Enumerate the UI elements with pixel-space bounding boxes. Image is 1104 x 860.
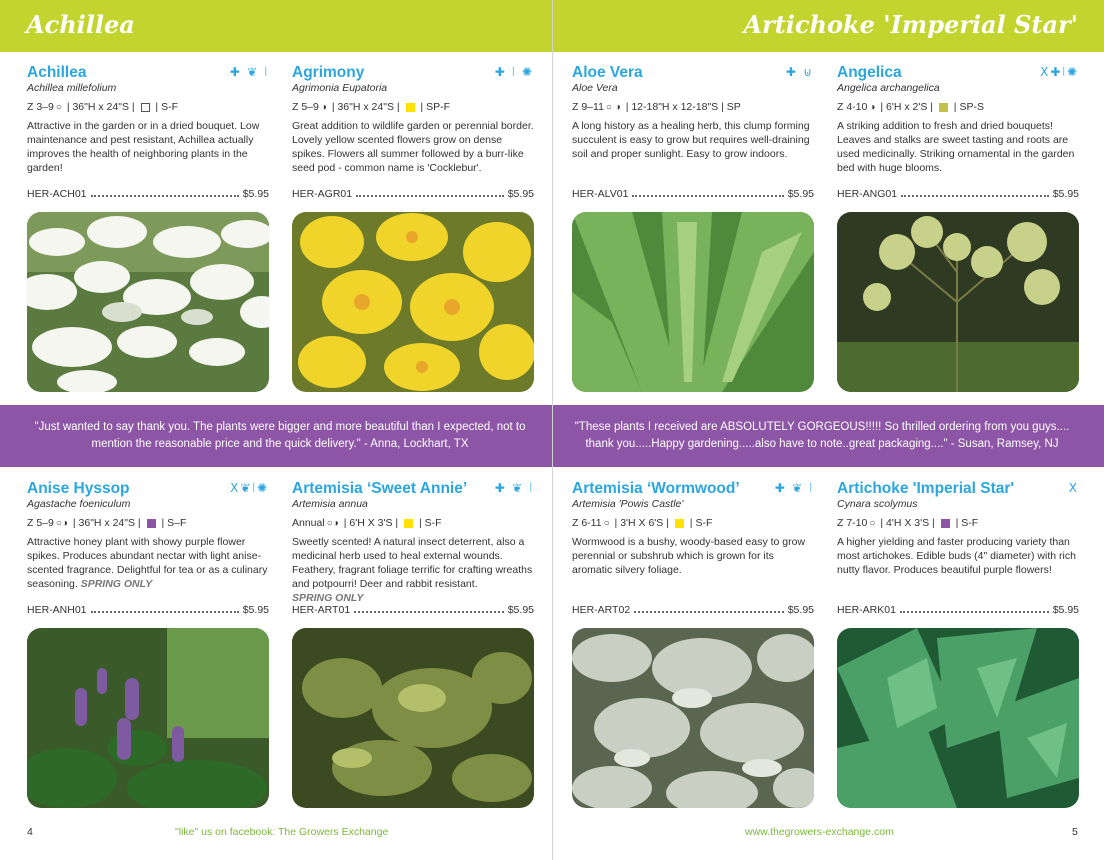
product-card-artemisia-wormwood bbox=[572, 480, 814, 616]
product-photo bbox=[572, 628, 814, 808]
website-link[interactable]: www.thegrowers-exchange.com bbox=[745, 826, 894, 838]
size: 4'H X 3'S bbox=[885, 517, 930, 529]
sku-price-row bbox=[572, 604, 814, 616]
sun-icon: ○ ◑ bbox=[605, 102, 621, 113]
flower-color-swatch bbox=[939, 103, 948, 112]
sku-price-row bbox=[27, 604, 269, 616]
product-description: A long history as a healing herb, this clump forming succulent is easy to grow but requires well-draining soil and proper sunlight. Easy to grow indoors. bbox=[572, 120, 810, 160]
sku: HER-ANH01 bbox=[27, 604, 87, 616]
product-specs: Annual ○◑ | 6'H X 3'S | | S-F bbox=[292, 517, 442, 529]
zone: Z 9–11 bbox=[572, 101, 604, 113]
price: $5.95 bbox=[507, 604, 534, 616]
price: $5.95 bbox=[787, 604, 814, 616]
product-card-angelica bbox=[837, 64, 1079, 200]
usage-icons: ✚ ❦ ⦚ bbox=[774, 481, 814, 495]
sun-icon: ○◑ bbox=[55, 518, 68, 529]
sku: HER-ANG01 bbox=[837, 188, 898, 200]
sku-price-row bbox=[27, 188, 269, 200]
season: S–F bbox=[167, 517, 187, 529]
price: $5.95 bbox=[507, 188, 534, 200]
product-name: Angelica bbox=[837, 64, 902, 81]
product-card-artemisia-sweet-annie bbox=[292, 480, 534, 616]
product-photo bbox=[292, 628, 534, 808]
product-name: Artichoke 'Imperial Star' bbox=[837, 480, 1015, 497]
size: 12-18"H x 12-18"S bbox=[631, 101, 719, 113]
season: SP bbox=[726, 101, 741, 113]
product-name: Aloe Vera bbox=[572, 64, 643, 81]
zone: Z 5–9 bbox=[27, 517, 54, 529]
zone: Z 3–9 bbox=[27, 101, 54, 113]
season: SP-S bbox=[959, 101, 984, 113]
product-specs: Z 9–11 ○ ◑ | 12-18"H x 12-18"S | SP bbox=[572, 101, 741, 113]
right-page-title: Artichoke 'Imperial Star' bbox=[743, 10, 1078, 39]
availability-note: SPRING ONLY bbox=[80, 578, 153, 590]
sku: HER-AGR01 bbox=[292, 188, 353, 200]
size: 36"H x 24"S bbox=[78, 517, 135, 529]
season: SP-F bbox=[426, 101, 450, 113]
usage-icons: Ⅹ❦⦚✺ bbox=[230, 481, 269, 495]
usage-icons: Ⅹ bbox=[1068, 481, 1079, 495]
zone: Z 4-10 bbox=[837, 101, 868, 113]
product-description: Sweetly scented! A natural insect deterrent, also a medicinal herb used to heal external wounds. Feathery, fragrant foliage terrific for crafting wreaths and potpourri! Deer and rabbit resistant. SPRING ONLY bbox=[292, 536, 533, 604]
latin-name: Artemisia annua bbox=[292, 498, 368, 510]
usage-icons: ✚ ❦ ⦚ bbox=[494, 481, 534, 495]
product-specs: Z 7-10 ○ | 4'H X 3'S | | S-F bbox=[837, 517, 979, 529]
product-specs: Z 3–9 ○ | 36"H x 24"S | | S-F bbox=[27, 101, 178, 113]
product-description: A striking addition to fresh and dried bouquets! Leaves and stalks are sweet tasting and roots are used medicinally. Striking ornamental in the garden bed with huge blooms. bbox=[837, 120, 1075, 174]
price: $5.95 bbox=[1052, 188, 1079, 200]
product-description: Wormwood is a bushy, woody-based easy to grow perennial or subshrub which is grown for its aromatic silvery foliage. bbox=[572, 536, 806, 576]
price: $5.95 bbox=[242, 604, 269, 616]
product-card-agrimony bbox=[292, 64, 534, 200]
size: 6'H x 2'S bbox=[885, 101, 928, 113]
flower-color-swatch bbox=[675, 519, 684, 528]
testimonial-right: "These plants I received are ABSOLUTELY GORGEOUS!!!!! So thrilled ordering from you guys.... thank you.....Happy gardening.....also have to note..great packaging...." - Susan, Ramsey, NJ bbox=[574, 421, 1070, 450]
product-card-achillea bbox=[27, 64, 269, 200]
sku: HER-ACH01 bbox=[27, 188, 87, 200]
season: S-F bbox=[961, 517, 979, 529]
size: 36"H x 24"S bbox=[337, 101, 394, 113]
flower-color-swatch bbox=[147, 519, 156, 528]
right-page-number: 5 bbox=[1072, 826, 1078, 838]
product-specs: Z 5–9 ◑ | 36"H x 24"S | | SP-F bbox=[292, 101, 450, 113]
price: $5.95 bbox=[1052, 604, 1079, 616]
product-name: Achillea bbox=[27, 64, 87, 81]
zone: Annual bbox=[292, 517, 325, 529]
product-specs: Z 5–9 ○◑ | 36"H x 24"S | | S–F bbox=[27, 517, 187, 529]
price: $5.95 bbox=[787, 188, 814, 200]
sun-icon: ○ bbox=[55, 102, 62, 113]
sun-icon: ◑ bbox=[320, 102, 327, 113]
usage-icons: ✚ ❦ ⦚ bbox=[229, 65, 269, 79]
product-description: Attractive honey plant with showy purple flower spikes. Produces abundant nectar with light anise-scented fragrance. Delightful for tea or as a culinary seasoning. SPRING ONLY bbox=[27, 536, 268, 590]
testimonial-left: "Just wanted to say thank you. The plants were bigger and more beautiful than I expected, not to mention the reasonable price and the quick delivery." - Anna, Lockhart, TX bbox=[34, 421, 526, 450]
product-photo bbox=[837, 212, 1079, 392]
zone: Z 5–9 bbox=[292, 101, 319, 113]
zone: Z 6-11 bbox=[572, 517, 602, 529]
size: 3'H X 6'S bbox=[620, 517, 664, 529]
availability-note: SPRING ONLY bbox=[292, 592, 364, 604]
season: S-F bbox=[161, 101, 178, 113]
sku-price-row bbox=[292, 188, 534, 200]
size: 6'H X 3'S bbox=[349, 517, 393, 529]
flower-color-swatch bbox=[406, 103, 415, 112]
product-photo bbox=[292, 212, 534, 392]
product-card-aloe-vera bbox=[572, 64, 814, 200]
usage-icons: ✚ ⊍ bbox=[785, 65, 814, 79]
sku: HER-ART01 bbox=[292, 604, 351, 616]
product-card-artichoke-imperial-star bbox=[837, 480, 1079, 616]
latin-name: Aloe Vera bbox=[572, 82, 618, 94]
product-name: Agrimony bbox=[292, 64, 365, 81]
latin-name: Agrimonia Eupatoria bbox=[292, 82, 388, 94]
sku: HER-ALV01 bbox=[572, 188, 629, 200]
sun-icon: ○ bbox=[869, 518, 876, 529]
sku-price-row bbox=[837, 604, 1079, 616]
sun-icon: ○ bbox=[603, 518, 610, 529]
left-page-title: Achillea bbox=[26, 10, 135, 39]
product-specs: Z 4-10 ◑ | 6'H x 2'S | | SP-S bbox=[837, 101, 984, 113]
flower-color-swatch bbox=[141, 103, 150, 112]
product-description: Attractive in the garden or in a dried bouquet. Low maintenance and pest resistant, Achillea actually improves the health of neighboring plants in the garden! bbox=[27, 120, 260, 174]
price: $5.95 bbox=[242, 188, 269, 200]
latin-name: Artemisia 'Powis Castle' bbox=[572, 498, 684, 510]
product-specs: Z 6-11 ○ | 3'H X 6'S | | S-F bbox=[572, 517, 713, 529]
sku-price-row bbox=[572, 188, 814, 200]
product-photo bbox=[572, 212, 814, 392]
product-name: Artemisia ‘Sweet Annie’ bbox=[292, 480, 468, 497]
product-description: A higher yielding and faster producing variety than most artichokes. Edible buds (4" diameter) with rich nutty flavor. Produces beautiful purple flowers! bbox=[837, 536, 1076, 576]
product-photo bbox=[837, 628, 1079, 808]
zone: Z 7-10 bbox=[837, 517, 868, 529]
product-photo bbox=[27, 212, 269, 392]
sun-icon: ◑ bbox=[869, 102, 876, 113]
season: S-F bbox=[695, 517, 713, 529]
page-spine bbox=[552, 0, 553, 860]
latin-name: Agastache foeniculum bbox=[27, 498, 131, 510]
product-name: Anise Hyssop bbox=[27, 480, 130, 497]
flower-color-swatch bbox=[404, 519, 413, 528]
sku: HER-ARK01 bbox=[837, 604, 896, 616]
flower-color-swatch bbox=[941, 519, 950, 528]
sku-price-row bbox=[837, 188, 1079, 200]
latin-name: Achillea millefolium bbox=[27, 82, 117, 94]
size: 36"H x 24"S bbox=[72, 101, 129, 113]
product-card-anise-hyssop bbox=[27, 480, 269, 616]
latin-name: Cynara scolymus bbox=[837, 498, 918, 510]
usage-icons: ✚ ⦚ ✺ bbox=[494, 65, 534, 79]
facebook-link[interactable]: "like" us on facebook: The Growers Exchange bbox=[175, 826, 389, 838]
latin-name: Angelica archangelica bbox=[837, 82, 940, 94]
sku: HER-ART02 bbox=[572, 604, 631, 616]
sku-price-row bbox=[292, 604, 534, 616]
sun-icon: ○◑ bbox=[326, 518, 339, 529]
usage-icons: Ⅹ✚⦚✺ bbox=[1040, 65, 1079, 79]
product-description: Great addition to wildlife garden or perennial border. Lovely yellow scented flowers grow on dense spikes. Flowers all summer followed by a burr-like seed pod - common name is 'Cocklebur'. bbox=[292, 120, 534, 174]
product-name: Artemisia ‘Wormwood’ bbox=[572, 480, 740, 497]
left-page-number: 4 bbox=[27, 826, 33, 838]
season: S-F bbox=[424, 517, 442, 529]
product-photo bbox=[27, 628, 269, 808]
